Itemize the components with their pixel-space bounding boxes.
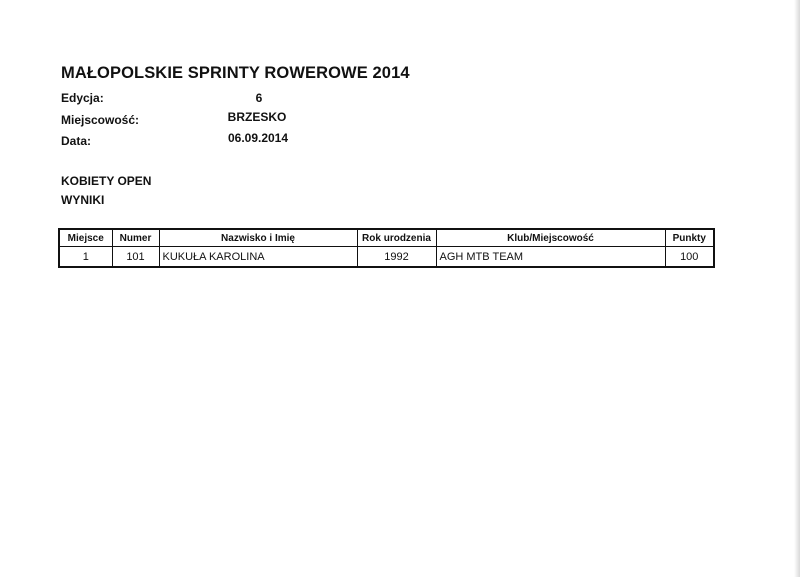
results-heading: WYNIKI [61,193,105,207]
column-header-name: Nazwisko i Imię [159,229,357,247]
date-value: 06.09.2014 [227,131,289,145]
column-header-club: Klub/Miejscowość [436,229,665,247]
cell-name: KUKUŁA KAROLINA [159,247,357,268]
location-value: BRZESKO [227,110,287,124]
date-label: Data: [61,134,92,148]
table-header-row [59,229,714,247]
category-heading: KOBIETY OPEN [61,174,152,188]
column-header-number: Numer [112,229,159,247]
column-header-birth-year: Rok urodzenia [357,229,436,247]
results-table [58,228,715,268]
column-header-points: Punkty [665,229,714,247]
cell-points: 100 [665,247,714,268]
location-label: Miejscowość: [61,113,140,127]
cell-place: 1 [59,247,112,268]
column-header-place: Miejsce [59,229,112,247]
edition-label: Edycja: [61,91,104,105]
edition-value: 6 [255,91,263,105]
cell-birth-year: 1992 [357,247,436,268]
table-row [59,247,714,268]
page-title: MAŁOPOLSKIE SPRINTY ROWEROWE 2014 [61,64,410,82]
cell-number: 101 [112,247,159,268]
cell-club: AGH MTB TEAM [436,247,665,268]
page-edge-shadow [794,0,800,577]
